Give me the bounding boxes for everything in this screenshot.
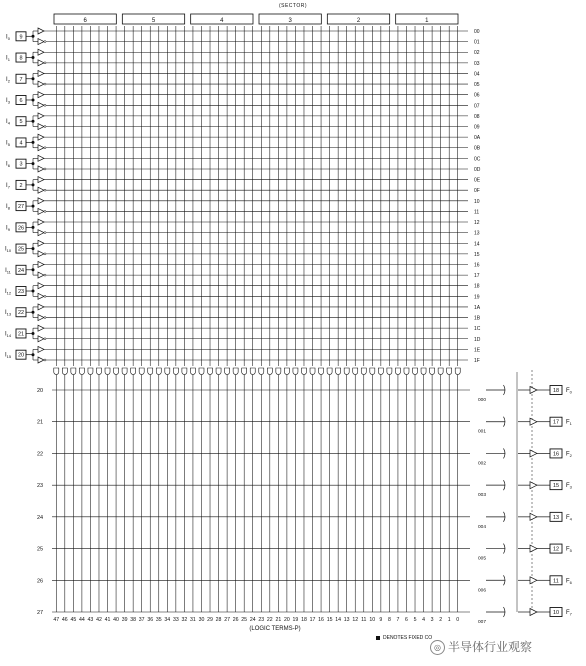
input-pin-number: 9 [19, 34, 23, 41]
logic-term-label: 30 [198, 617, 205, 623]
or-gate-label: 006 [477, 588, 487, 594]
and-gate-icon [267, 368, 272, 375]
input-pin-number: 24 [17, 267, 25, 274]
input-pin-number: 27 [17, 204, 25, 211]
logic-term-label: 20 [284, 617, 290, 623]
logic-term-label: 17 [309, 617, 316, 623]
logic-term-label: 34 [164, 617, 171, 623]
logic-term-label: 22 [266, 617, 273, 623]
inverter-bubble [44, 189, 46, 191]
or-gate-label: 007 [477, 620, 487, 625]
input-pin-number: 26 [17, 225, 25, 232]
logic-term-label: 43 [87, 617, 94, 623]
inverter-bubble [44, 83, 46, 85]
logic-term-label: 14 [335, 617, 342, 623]
and-gate-icon [404, 368, 409, 375]
row-label: 01 [474, 39, 480, 46]
inverter-icon [38, 124, 44, 130]
buffer-icon [38, 240, 44, 246]
and-gate-icon [208, 368, 213, 375]
logic-term-label: 1 [447, 617, 451, 623]
legend-text: DENOTES FIXED CO [383, 635, 433, 641]
inverter-icon [38, 102, 44, 108]
input-label: $I_2$ [6, 76, 10, 84]
input-label: $I_{14}$ [4, 331, 12, 338]
and-gate-icon [199, 368, 204, 375]
inverter-icon [38, 208, 44, 214]
row-label: 13 [474, 230, 480, 237]
inverter-icon [38, 272, 44, 278]
inverter-bubble [44, 210, 46, 212]
or-gate-label: 004 [477, 524, 487, 530]
and-gate-icon [139, 368, 144, 375]
output-pin-number: 13 [552, 514, 560, 521]
output-label: $F_5$ [566, 546, 572, 554]
input-label: $I_6$ [6, 161, 10, 169]
logic-term-label: 4 [422, 617, 426, 623]
sector-label: 5 [151, 18, 156, 24]
row-label: 08 [474, 113, 480, 120]
logic-term-label: 28 [215, 617, 222, 623]
or-row-label: 27 [36, 610, 44, 616]
input-label: $I_{10}$ [4, 246, 12, 254]
and-gate-icon [156, 368, 161, 375]
logic-term-label: 13 [343, 617, 350, 623]
inverter-bubble [44, 62, 46, 64]
and-gate-icon [327, 368, 332, 375]
logic-term-label: 5 [413, 617, 417, 623]
logic-term-label: 19 [292, 617, 299, 623]
row-label: 16 [474, 262, 480, 269]
input-pin-number: 20 [17, 352, 25, 359]
watermark-text: 半导体行业观察 [448, 640, 533, 654]
logic-term-label: 41 [104, 617, 111, 623]
and-gate-icon [131, 368, 136, 375]
row-label: 05 [474, 82, 480, 89]
logic-term-label: 23 [258, 617, 265, 623]
or-gate-label: 003 [477, 493, 487, 499]
or-gate-label: 001 [477, 429, 487, 435]
and-gate-icon [165, 368, 170, 375]
buffer-icon [38, 28, 44, 34]
buffer-icon [38, 261, 44, 267]
inverter-bubble [44, 274, 46, 276]
input-pin-number: 22 [17, 310, 25, 317]
input-pin-number: 5 [19, 119, 23, 126]
input-pin-number: 23 [17, 289, 25, 296]
logic-term-label: 36 [147, 617, 154, 623]
and-gate-icon [259, 368, 264, 375]
logic-term-label: 42 [96, 617, 102, 623]
and-gate-icon [361, 368, 366, 375]
output-pin-number: 18 [552, 388, 560, 394]
input-pin-number: 7 [19, 76, 23, 83]
output-pin-number: 16 [552, 451, 560, 458]
or-row-label: 23 [36, 483, 44, 490]
and-gate-icon [88, 368, 93, 375]
and-gate-icon [447, 368, 452, 375]
or-gate-label: 002 [477, 461, 487, 467]
output-label: $F_0$ [566, 388, 572, 395]
logic-term-label: 31 [190, 617, 196, 623]
and-gate-icon [71, 368, 76, 375]
inverter-icon [38, 39, 44, 45]
buffer-icon [38, 113, 44, 119]
legend-square-icon [376, 636, 380, 640]
logic-term-label: 10 [369, 617, 376, 623]
output-pin-number: 15 [552, 483, 560, 490]
and-gate-icon [250, 368, 255, 375]
logic-term-label: 9 [379, 617, 383, 623]
and-gate-icon [242, 368, 247, 375]
output-buffer-icon [530, 545, 537, 552]
logic-term-label: 39 [121, 617, 128, 623]
inverter-bubble [44, 317, 46, 319]
or-row-label: 21 [36, 419, 44, 426]
logic-term-label: 27 [224, 617, 230, 623]
inverter-icon [38, 230, 44, 236]
row-label: 19 [474, 294, 480, 301]
logic-term-label: 16 [318, 617, 324, 623]
output-label: $F_7$ [566, 610, 572, 617]
logic-term-label: 3 [430, 617, 434, 623]
logic-term-label: 24 [249, 617, 256, 623]
inverter-bubble [44, 41, 46, 43]
inverter-bubble [44, 232, 46, 234]
logic-term-label: 2 [439, 617, 443, 623]
input-pin-number: 6 [19, 97, 23, 104]
row-label: 06 [474, 92, 480, 99]
input-pin-number: 2 [19, 182, 23, 189]
row-label: 02 [474, 50, 480, 57]
inverter-bubble [44, 338, 46, 340]
and-gate-icon [173, 368, 178, 375]
row-label: 1C [474, 326, 481, 333]
input-label: $I_5$ [6, 140, 10, 147]
buffer-icon [38, 155, 44, 161]
buffer-icon [38, 198, 44, 204]
and-gate-icon [62, 368, 67, 375]
watermark [430, 638, 532, 655]
inverter-icon [38, 357, 44, 363]
logic-term-label: 25 [241, 617, 248, 623]
row-label: 1A [474, 304, 481, 311]
input-label: $I_9$ [6, 225, 10, 232]
sector-label: 4 [220, 18, 224, 24]
and-gate-icon [225, 368, 230, 375]
row-label: 18 [474, 283, 480, 290]
logic-term-label: 8 [387, 617, 391, 623]
inverter-bubble [44, 168, 46, 170]
logic-term-label: 35 [155, 617, 162, 623]
and-gate-icon [276, 368, 281, 375]
input-label: $I_0$ [6, 34, 10, 41]
input-label: $I_3$ [6, 97, 10, 105]
input-label: $I_{12}$ [4, 289, 12, 296]
and-gate-icon [301, 368, 306, 375]
logic-term-label: 18 [301, 617, 307, 623]
input-label: $I_{15}$ [4, 352, 12, 360]
input-pin-number: 4 [19, 140, 23, 147]
inverter-icon [38, 293, 44, 299]
and-gate-icon [438, 368, 443, 375]
sector-label: 6 [83, 18, 87, 24]
row-label: 1E [474, 347, 481, 354]
buffer-icon [38, 346, 44, 352]
and-gate-icon [182, 368, 187, 375]
and-gate-icon [148, 368, 153, 375]
logic-term-label: 29 [207, 617, 213, 623]
output-buffer-icon [530, 577, 537, 584]
logic-term-label: 11 [361, 617, 367, 623]
and-gate-icon [233, 368, 238, 375]
output-label: $F_2$ [566, 451, 572, 458]
output-pin-number: 11 [553, 578, 559, 585]
row-label: 0A [474, 135, 481, 142]
and-gate-icon [293, 368, 298, 375]
row-label: 0F [474, 188, 480, 195]
logic-term-label: 12 [352, 617, 359, 623]
buffer-icon [38, 219, 44, 225]
logic-term-label: 0 [456, 617, 460, 623]
logic-term-label: 33 [172, 617, 179, 623]
or-row-label: 20 [36, 388, 44, 394]
and-gate-icon [370, 368, 375, 375]
logic-term-label: 37 [138, 617, 145, 623]
input-label: $I_1$ [6, 55, 10, 63]
and-gate-icon [430, 368, 435, 375]
logic-term-label: 47 [53, 617, 60, 623]
input-pin-number: 21 [17, 331, 25, 338]
sector-label: 3 [288, 18, 292, 24]
row-label: 1B [474, 315, 481, 322]
and-gate-icon [122, 368, 127, 375]
row-label: 0C [474, 156, 481, 163]
logic-term-label: 46 [61, 617, 68, 623]
row-label: 07 [474, 103, 480, 110]
output-buffer-icon [530, 450, 537, 457]
inverter-bubble [44, 104, 46, 106]
and-gate-icon [353, 368, 358, 375]
buffer-icon [38, 134, 44, 140]
inverter-bubble [44, 295, 46, 297]
output-label: $F_4$ [566, 514, 572, 522]
logic-term-label: 6 [405, 617, 408, 623]
inverter-icon [38, 60, 44, 66]
buffer-icon [38, 283, 44, 289]
wechat-logo-icon: ◎ [430, 640, 445, 655]
and-gate-icon [216, 368, 221, 375]
row-label: 03 [474, 60, 480, 67]
and-gate-icon [336, 368, 341, 375]
output-pin-number: 10 [552, 610, 560, 616]
output-pin-number: 17 [552, 419, 560, 426]
logic-term-label: 7 [396, 617, 400, 623]
row-label: 00 [474, 29, 480, 35]
logic-term-label: 45 [70, 617, 77, 623]
output-buffer-icon [530, 418, 537, 425]
inverter-icon [38, 145, 44, 151]
row-label: 0D [474, 166, 481, 173]
or-gate-label: 005 [477, 556, 487, 562]
row-label: 14 [474, 241, 480, 248]
and-gate-icon [413, 368, 418, 375]
sector-label: 2 [356, 18, 361, 24]
buffer-icon [38, 177, 44, 183]
logic-terms-axis-label: (LOGIC TERMS-P) [249, 626, 301, 632]
row-label: 11 [474, 209, 480, 216]
logic-term-label: 38 [130, 617, 137, 623]
sector-label: 1 [425, 18, 429, 24]
and-gate-icon [79, 368, 84, 375]
output-label: $F_1$ [566, 419, 572, 427]
or-gate-label: 000 [477, 398, 487, 403]
inverter-icon [38, 166, 44, 172]
inverter-bubble [44, 253, 46, 255]
or-row-label: 24 [36, 514, 44, 521]
or-row-label: 22 [36, 451, 44, 458]
output-pin-number: 12 [552, 546, 560, 553]
input-pin-number: 25 [17, 246, 25, 253]
buffer-icon [38, 49, 44, 55]
row-label: 0E [474, 177, 481, 184]
row-label: 1D [474, 336, 481, 343]
input-label: $I_8$ [6, 204, 10, 211]
output-label: $F_6$ [566, 578, 572, 585]
buffer-icon [38, 304, 44, 310]
input-pin-number: 8 [19, 55, 23, 62]
input-label: $I_{11}$ [5, 267, 11, 275]
logic-term-label: 40 [113, 617, 119, 623]
input-label: $I_4$ [6, 119, 10, 126]
fixed-connection-legend [376, 635, 432, 641]
output-buffer-icon [530, 387, 537, 394]
or-row-label: 25 [36, 546, 44, 553]
logic-term-label: 21 [275, 617, 282, 623]
buffer-icon [38, 325, 44, 331]
and-gate-icon [190, 368, 195, 375]
row-label: 10 [474, 198, 480, 205]
sector-title: (SECTOR) [278, 3, 308, 9]
and-gate-icon [114, 368, 119, 375]
and-gate-icon [387, 368, 392, 375]
inverter-bubble [44, 126, 46, 128]
and-gate-icon [105, 368, 110, 375]
inverter-icon [38, 187, 44, 193]
input-pin-number: 3 [19, 161, 23, 168]
output-buffer-icon [530, 513, 537, 520]
input-label: $I_7$ [6, 182, 10, 190]
row-label: 1F [474, 358, 480, 364]
and-gate-icon [455, 368, 460, 375]
logic-term-label: 26 [232, 617, 239, 623]
output-buffer-icon [530, 482, 537, 489]
buffer-icon [38, 92, 44, 98]
row-label: 09 [474, 124, 480, 131]
and-gate-icon [378, 368, 383, 375]
buffer-icon [38, 70, 44, 76]
inverter-icon [38, 251, 44, 257]
and-gate-icon [96, 368, 101, 375]
row-label: 12 [474, 220, 480, 227]
and-gate-icon [421, 368, 426, 375]
output-buffer-icon [530, 609, 537, 616]
and-gate-icon [284, 368, 289, 375]
and-gate-icon [344, 368, 349, 375]
inverter-icon [38, 336, 44, 342]
logic-term-label: 44 [79, 617, 85, 623]
and-gate-icon [395, 368, 400, 375]
inverter-bubble [44, 147, 46, 149]
row-label: 0B [474, 145, 481, 152]
and-gate-icon [319, 368, 324, 375]
row-label: 17 [474, 273, 480, 280]
row-label: 15 [474, 251, 480, 258]
row-label: 04 [474, 71, 480, 78]
output-label: $F_3$ [566, 483, 572, 490]
inverter-icon [38, 315, 44, 321]
and-gate-icon [54, 368, 59, 375]
inverter-bubble [44, 359, 46, 361]
logic-term-label: 32 [181, 617, 188, 623]
inverter-icon [38, 81, 44, 87]
input-label: $I_{13}$ [4, 310, 12, 317]
and-gate-icon [310, 368, 315, 375]
logic-term-label: 15 [326, 617, 333, 623]
or-row-label: 26 [36, 578, 44, 585]
